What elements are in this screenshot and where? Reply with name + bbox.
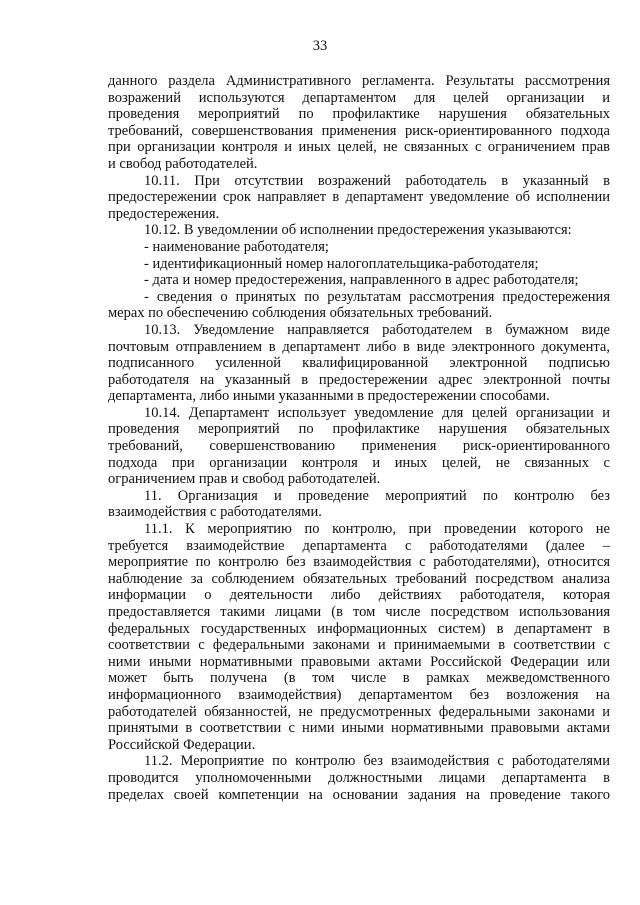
text-line: - дата и номер предостережения, направленного в адрес работодателя; (144, 272, 579, 289)
text-line: 11. Организация и проведение мероприятий по контролю без (144, 487, 610, 504)
text-line: соответствии с федеральными законами и принимаемыми в соответствии с (108, 637, 610, 654)
text-line: возражений используются департаментом для целей организации и (108, 89, 610, 106)
text-line: проведения мероприятий по профилактике нарушения обязательных (108, 421, 610, 438)
text-line: требований, совершенствования применения риск-ориентированного подхода (108, 122, 610, 139)
text-line: данного раздела Административного регламента. Результаты рассмотрения (108, 73, 610, 89)
text-line: 10.12. В уведомлении об исполнении предостережения указываются: (144, 222, 572, 239)
text-line: ними иными нормативными правовыми актами Российской Федерации или (108, 653, 610, 670)
text-line: предостережении срок направляет в департамент уведомление об исполнении (108, 189, 610, 206)
text-line: почтовым отправлением в департамент либо в виде электронного документа, (108, 338, 610, 355)
text-line: подписанного усиленной квалифицированной электронной подписью (108, 355, 610, 372)
document-body (108, 73, 610, 803)
text-line: может быть получена (в том числе в рамках межведомственного (108, 670, 610, 687)
text-line: принятыми в соответствии с ними иными нормативными правовыми актами (108, 720, 610, 737)
page-number: 33 (312, 38, 328, 54)
text-line: проводится уполномоченными должностными лицами департамента в (108, 769, 610, 786)
text-line: 10.11. При отсутствии возражений работодатель в указанный в (144, 172, 610, 189)
text-line: 11.1. К мероприятию по контролю, при проведении которого не (144, 521, 610, 538)
text-line: департамента, либо иными указанными в предостережении способами. (108, 388, 550, 405)
text-line: информационного взаимодействия) департаментом без возложения на (108, 686, 610, 703)
text-line: - идентификационный номер налогоплательщика-работодателя; (144, 255, 539, 272)
text-line: ограничением прав и свобод работодателей. (108, 471, 381, 488)
text-line: пределах своей компетенции на основании задания на проведение такого (108, 786, 610, 803)
text-line: при организации контроля и иных целей, не связанных с ограничением прав (108, 139, 610, 156)
text-line: - сведения о принятых по результатам рассмотрения предостережения (144, 288, 610, 305)
text-line: Российской Федерации. (108, 736, 256, 753)
text-line: предостережения. (108, 205, 220, 222)
text-line: требований, совершенствованию применения риск-ориентированного (108, 438, 610, 455)
text-line: 11.2. Мероприятие по контролю без взаимодействия с работодателями (144, 753, 610, 770)
text-line: подхода при организации контроля и иных целей, не связанных с (108, 454, 610, 471)
text-line: 10.13. Уведомление направляется работодателем в бумажном виде (144, 321, 610, 338)
text-line: требуется взаимодействие департамента с работодателями (далее – (108, 537, 610, 554)
text-line: проведения мероприятий по профилактике нарушения обязательных (108, 106, 610, 123)
text-line: федеральных государственных информационных систем) в департамент в (108, 620, 610, 637)
text-line: работодателей обязанностей, не предусмотренных федеральными законами и (108, 703, 610, 720)
text-line: наблюдение за соблюдением обязательных требований посредством анализа (108, 570, 610, 587)
text-line: предоставляется такими лицами (в том числе посредством использования (108, 604, 610, 620)
text-line: работодателя на указанный в предостережении адрес электронной почты (108, 371, 610, 388)
text-line: взаимодействия с работодателями. (108, 504, 322, 521)
text-line: мероприятие по контролю без взаимодействия с работодателями), относится (108, 554, 610, 571)
text-line: мерах по обеспечению соблюдения обязательных требований. (108, 305, 493, 322)
text-line: 10.14. Департамент использует уведомление для целей организации и (144, 404, 610, 421)
text-line: информации о деятельности либо действиях работодателя, которая (108, 587, 610, 604)
text-line: - наименование работодателя; (144, 238, 329, 255)
text-line: и свобод работодателей. (108, 155, 258, 172)
